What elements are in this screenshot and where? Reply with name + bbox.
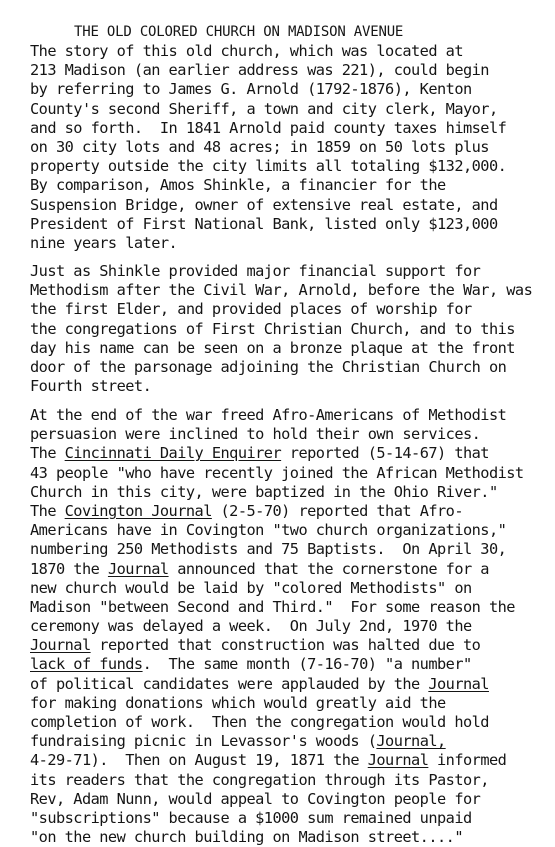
text-line [30,464,552,483]
text-line [30,732,552,751]
text-line [30,100,552,119]
text-run: County's second Sheriff, a town and city clerk, Mayor, [30,99,498,118]
text-line [30,809,552,828]
text-run: The story of this old church, which was located at [30,42,463,60]
text-line [30,617,552,636]
text-run: ceremony was delayed a week. On July 2nd, 1970 the [30,617,472,636]
text-line [30,119,552,138]
paragraph-shinkle [30,262,552,396]
text-line [30,444,552,463]
text-line [30,713,552,732]
text-line [30,281,552,300]
text-line [30,80,552,99]
text-run: 4-29-71). Then on August 19, 1871 the [30,751,368,770]
text-run: Americans have in Covington "two church organizations," [30,521,507,540]
text-line [30,425,552,444]
text-run: (2-5-70) reported that Afro- [211,501,463,520]
text-run: 43 people "who have recently joined the African Methodist [30,463,524,482]
text-run: of political candidates were applauded by the [30,674,429,693]
text-run: informed [428,751,507,770]
text-line [30,196,552,215]
text-run: . The same month (7-16-70) "a number" [142,655,472,674]
page-title: THE OLD COLORED CHURCH ON MADISON AVENUE [74,24,404,40]
text-run: At the end of the war freed Afro-Americans of Methodist [30,406,507,424]
text-run: reported (5-14-67) that [281,444,489,463]
underlined-citation: Journal [30,636,91,655]
text-line [30,320,552,339]
text-run: on 30 city lots and 48 acres; in 1859 on 50 lots plus [30,137,489,156]
text-line [30,42,552,61]
text-line [30,157,552,176]
underlined-citation: Journal [367,751,429,770]
text-line [30,215,552,234]
text-line [30,560,552,579]
text-run: 1870 the [30,559,108,578]
text-line [30,655,552,674]
text-run: Madison "between Second and Third." For some reason the [30,597,515,616]
underlined-citation: Cincinnati Daily Enquirer [64,444,282,463]
text-run: reported that construction was halted due to [90,636,481,655]
text-run: 213 Madison (an earlier address was 221), could begin [30,61,489,80]
underlined-citation: Journal, [376,732,446,751]
text-run: By comparison, Amos Shinkle, a financier for the [30,176,446,195]
text-run: announced that the cornerstone for a [168,559,489,578]
text-run: fundraising picnic in Levassor's woods ( [30,732,377,751]
text-run: for making donations which would greatly aid the [30,693,446,712]
text-run: new church would be laid by "colored Methodists" on [30,578,472,597]
text-line [30,675,552,694]
text-line [30,502,552,521]
text-line [30,406,552,425]
text-line [30,339,552,358]
text-run: completion of work. Then the congregation would hold [30,713,489,731]
text-run: door of the parsonage adjoining the Christian Church on [30,357,507,376]
text-line [30,377,552,396]
text-run: Rev, Adam Nunn, would appeal to Covington people for [30,789,481,808]
text-line [30,771,552,790]
text-run: by referring to James G. Arnold (1792-1876), Kenton [30,80,472,99]
text-run: persuasion were inclined to hold their own services. [30,425,481,444]
text-run: Methodism after the Civil War, Arnold, before the War, was [30,281,533,300]
text-run: Suspension Bridge, owner of extensive real estate, and [30,195,498,214]
text-line [30,262,552,281]
text-line [30,828,552,847]
text-run: nine years later. [30,233,178,252]
text-line [30,579,552,598]
text-line [30,61,552,80]
text-run: the congregations of First Christian Church, and to this [30,319,515,338]
text-run: day his name can be seen on a bronze plaque at the front [30,338,515,357]
text-line [30,540,552,559]
text-run: and so forth. In 1841 Arnold paid county taxes himself [30,118,507,137]
text-line [30,300,552,319]
text-line [30,636,552,655]
paragraph-arnold [30,42,552,253]
text-line [30,521,552,540]
text-run: Church in this city, were baptized in the Ohio River." [30,482,498,501]
text-line [30,138,552,157]
text-run: "subscriptions" because a $1000 sum remained unpaid [30,808,472,827]
text-line [30,598,552,617]
text-line [30,176,552,195]
text-run: numbering 250 Methodists and 75 Baptists. On April 30, [30,540,507,559]
paragraph-congregation [30,406,552,847]
text-line [30,358,552,377]
underlined-citation: lack of funds [30,655,143,674]
text-run: The [30,501,65,520]
text-line [30,234,552,253]
text-run: the first Elder, and provided places of worship for [30,300,472,319]
text-run: property outside the city limits all totaling $132,000. [30,157,507,176]
underlined-citation: Journal [107,559,169,578]
text-line [30,790,552,809]
text-line [30,483,552,502]
text-run: "on the new church building on Madison street...." [30,828,463,847]
text-run: The [30,444,65,463]
underlined-citation: Covington Journal [64,501,212,520]
text-line [30,751,552,770]
text-run: its readers that the congregation through its Pastor, [30,770,489,789]
text-run: President of First National Bank, listed only $123,000 [30,214,498,233]
text-run: Just as Shinkle provided major financial support for [30,262,481,280]
text-run: Fourth street. [30,377,152,396]
text-line [30,694,552,713]
underlined-citation: Journal [428,674,489,693]
